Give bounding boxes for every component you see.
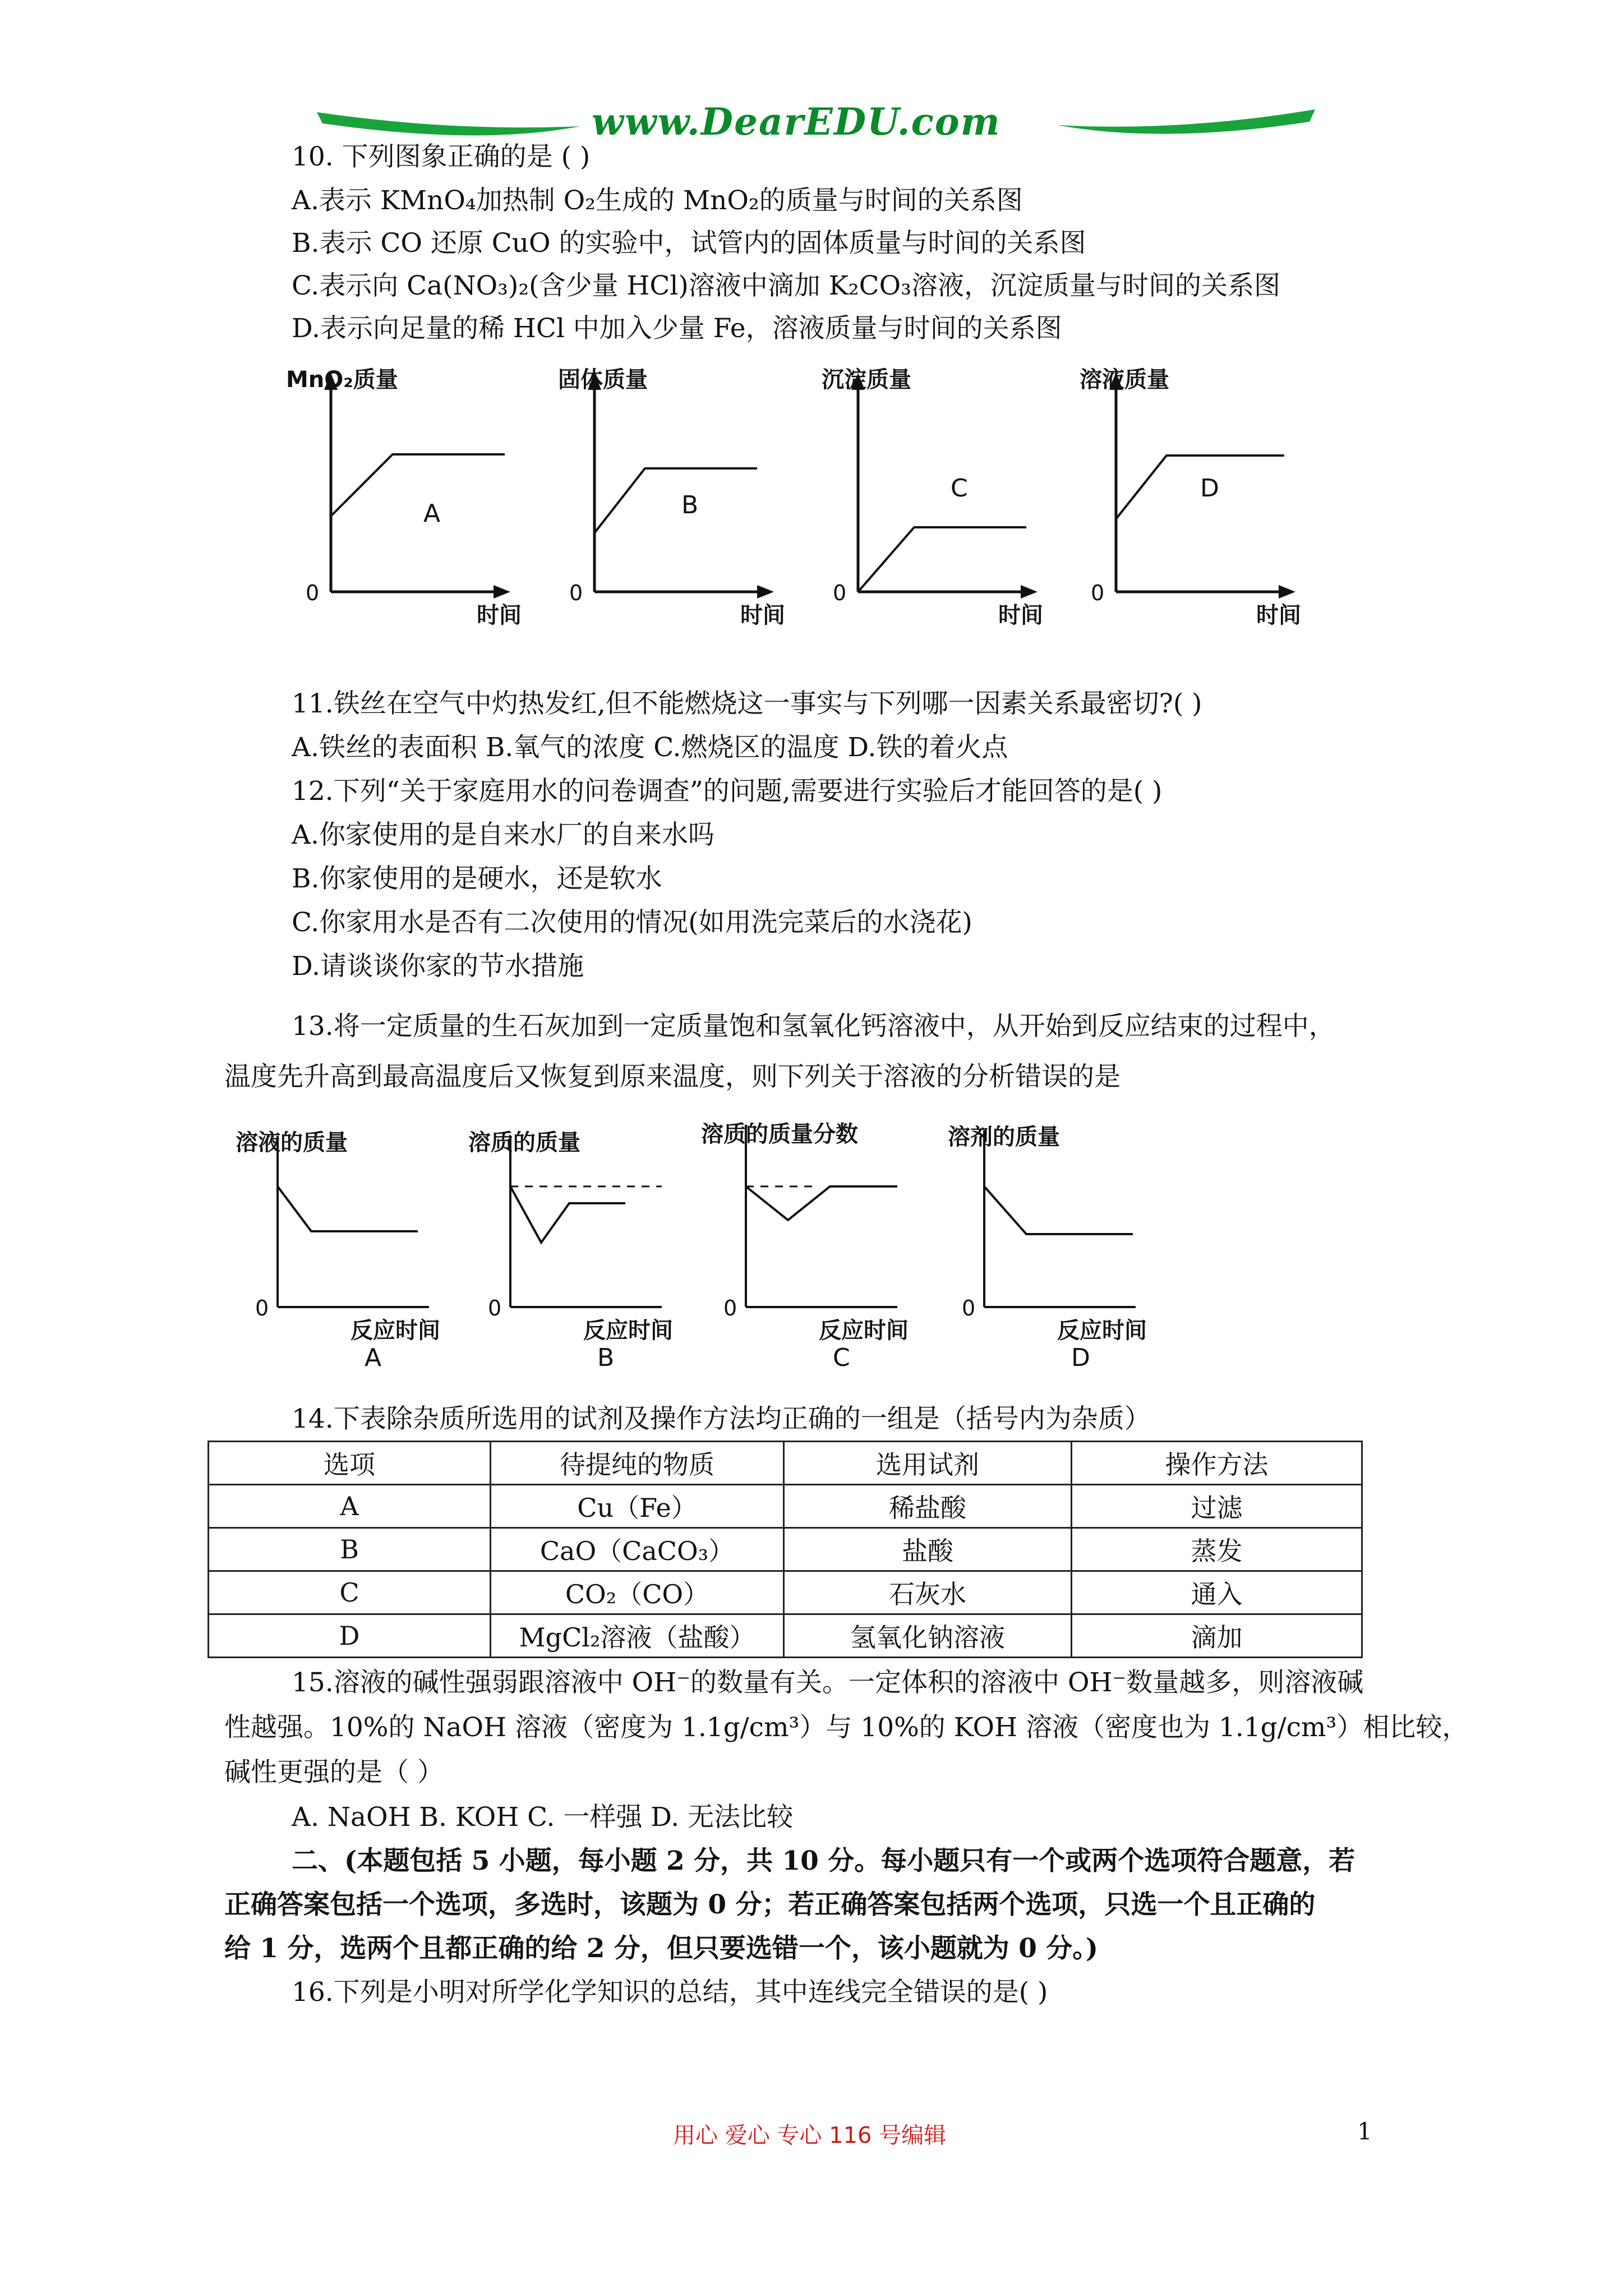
- q13-graph-c: [701, 1121, 909, 1372]
- q15-line3: 碱性更强的是（ ）: [224, 1757, 444, 1788]
- q13-line2: 温度先升高到最高温度后又恢复到原来温度，则下列关于溶液的分析错误的是: [224, 1061, 1121, 1092]
- q15-line2: 性越强。10%的 NaOH 溶液（密度为 1.1g/cm³）与 10%的 KOH 溶液（密度也为 1.1g/cm³）相比较，: [224, 1712, 1469, 1743]
- q13-graph-a-xlabel: 反应时间: [351, 1318, 440, 1343]
- q13-graph-b-letter: B: [597, 1343, 615, 1372]
- section2-line3: 给 1 分，选两个且都正确的给 2 分，但只要选错一个，该小题就为 0 分。): [224, 1933, 1099, 1964]
- page-number: 1: [1357, 2118, 1372, 2145]
- q13-graph-c-ylabel: 溶质的质量分数: [701, 1121, 858, 1147]
- q14-table: [208, 1441, 1363, 1658]
- q10-graph-b: [558, 367, 785, 628]
- q12-option-a: A.你家使用的是自来水厂的自来水吗: [292, 820, 714, 850]
- q16-stem: 16.下列是小明对所学化学知识的总结，其中连线完全错误的是( ): [292, 1977, 1048, 2008]
- q12-option-d: D.请谈谈你家的节水措施: [292, 951, 584, 982]
- q10-graph-b-origin: 0: [569, 581, 583, 605]
- q13-graph-d-letter: D: [1071, 1343, 1090, 1372]
- q10-graph-c-ylabel: 沉淀质量: [822, 367, 911, 393]
- table-header-row: [209, 1442, 1362, 1485]
- q13-graph-b-xlabel: 反应时间: [583, 1318, 673, 1343]
- q10-graph-c-letter: C: [951, 474, 968, 503]
- q11-options: A.铁丝的表面积 B.氧气的浓度 C.燃烧区的温度 D.铁的着火点: [292, 732, 1008, 763]
- q15-options: A. NaOH B. KOH C. 一样强 D. 无法比较: [292, 1802, 794, 1833]
- brand-logo[interactable]: www.DearEDU.com: [592, 100, 1001, 144]
- q13-line1: 13.将一定质量的生石灰加到一定质量饱和氢氧化钙溶液中，从开始到反应结束的过程中，: [292, 1011, 1335, 1042]
- q13-graph-d-ylabel: 溶剂的质量: [948, 1124, 1060, 1150]
- q10-option-a: A.表示 KMnO₄加热制 O₂生成的 MnO₂的质量与时间的关系图: [292, 185, 1023, 216]
- table-row: [209, 1485, 1362, 1528]
- table-header: 操作方法: [1072, 1442, 1362, 1485]
- q13-graph-a-origin: 0: [255, 1296, 269, 1320]
- q10-graph-d-letter: D: [1200, 474, 1219, 503]
- table-header: 选用试剂: [784, 1442, 1072, 1485]
- q13-graph-c-origin: 0: [723, 1296, 737, 1320]
- q10-graph-b-xlabel: 时间: [740, 602, 785, 628]
- q10-option-c: C.表示向 Ca(NO₃)₂(含少量 HCl)溶液中滴加 K₂CO₃溶液，沉淀质量与时间的关系图: [292, 270, 1280, 301]
- table-cell: CO₂（CO）: [491, 1571, 784, 1614]
- q13-graph-a-ylabel: 溶液的质量: [236, 1130, 348, 1156]
- q13-graph-a: [236, 1130, 440, 1372]
- q10-graph-d-ylabel: 溶液质量: [1080, 367, 1169, 393]
- section2-line1: 二、(本题包括 5 小题，每小题 2 分，共 10 分。每小题只有一个或两个选项符合题意，若: [292, 1846, 1355, 1876]
- q10-graphs: [264, 367, 1385, 631]
- q13-graphs: [224, 1121, 1402, 1391]
- table-cell: 石灰水: [784, 1571, 1072, 1614]
- table-cell: C: [209, 1571, 491, 1614]
- table-row: [209, 1614, 1362, 1658]
- q12-stem: 12.下列“关于家庭用水的问卷调查”的问题,需要进行实验后才能回答的是( ): [292, 776, 1163, 807]
- q13-graph-b-origin: 0: [488, 1296, 502, 1320]
- q12-option-c: C.你家用水是否有二次使用的情况(如用洗完菜后的水浇花): [292, 907, 972, 938]
- table-cell: A: [209, 1485, 491, 1528]
- q10-graph-a-xlabel: 时间: [477, 602, 522, 628]
- table-header: 待提纯的物质: [491, 1442, 784, 1485]
- table-cell: Cu（Fe）: [491, 1485, 784, 1528]
- q10-graph-c-origin: 0: [833, 581, 847, 605]
- table-cell: 氢氧化钠溶液: [784, 1614, 1072, 1658]
- table-cell: CaO（CaCO₃）: [491, 1528, 784, 1571]
- q12-option-b: B.你家使用的是硬水，还是软水: [292, 863, 662, 894]
- table-cell: 通入: [1072, 1571, 1362, 1614]
- q10-graph-b-letter: B: [681, 491, 699, 519]
- table-cell: 过滤: [1072, 1485, 1362, 1528]
- q10-graph-d-origin: 0: [1091, 581, 1105, 605]
- q11-stem: 11.铁丝在空气中灼热发红,但不能燃烧这一事实与下列哪一因素关系最密切?( ): [292, 688, 1202, 719]
- q13-graph-c-letter: C: [833, 1343, 850, 1372]
- q10-graph-a-origin: 0: [306, 581, 320, 605]
- section2-line2: 正确答案包括一个选项，多选时，该题为 0 分；若正确答案包括两个选项，只选一个且正确的: [224, 1889, 1316, 1920]
- table-cell: 稀盐酸: [784, 1485, 1072, 1528]
- q13-graph-b: [468, 1130, 673, 1372]
- footer-text: 用心 爱心 专心 116 号编辑: [673, 2123, 947, 2148]
- q13-graph-b-ylabel: 溶质的质量: [468, 1130, 580, 1156]
- table-cell: D: [209, 1614, 491, 1658]
- q13-graph-d: [948, 1124, 1147, 1372]
- q15-line1: 15.溶液的碱性强弱跟溶液中 OH⁻的数量有关。一定体积的溶液中 OH⁻数量越多，则溶液碱: [292, 1667, 1364, 1698]
- q10-option-b: B.表示 CO 还原 CuO 的实验中，试管内的固体质量与时间的关系图: [292, 228, 1086, 259]
- table-cell: 滴加: [1072, 1614, 1362, 1658]
- q10-graph-c: [822, 367, 1043, 628]
- table-cell: 蒸发: [1072, 1528, 1362, 1571]
- q10-graph-c-xlabel: 时间: [998, 602, 1043, 628]
- q10-option-d: D.表示向足量的稀 HCl 中加入少量 Fe，溶液质量与时间的关系图: [292, 313, 1062, 344]
- q14-stem: 14.下表除杂质所选用的试剂及操作方法均正确的一组是（括号内为杂质）: [292, 1404, 1151, 1434]
- q10-graph-d-xlabel: 时间: [1256, 602, 1301, 628]
- table-row: [209, 1528, 1362, 1571]
- table-cell: MgCl₂溶液（盐酸）: [491, 1614, 784, 1658]
- table-row: [209, 1571, 1362, 1614]
- q10-graph-a: [286, 367, 522, 628]
- table-header: 选项: [209, 1442, 491, 1485]
- q10-graph-b-ylabel: 固体质量: [558, 367, 648, 393]
- q10-graph-a-letter: A: [423, 499, 441, 528]
- q13-graph-a-letter: A: [365, 1343, 382, 1372]
- q10-graph-a-ylabel: MnO₂质量: [286, 367, 398, 393]
- q13-graph-c-xlabel: 反应时间: [819, 1318, 909, 1343]
- q13-graph-d-xlabel: 反应时间: [1057, 1318, 1147, 1343]
- q10-stem: 10. 下列图象正确的是 ( ): [292, 141, 591, 172]
- q10-graph-d: [1080, 367, 1301, 628]
- q13-graph-d-origin: 0: [962, 1296, 976, 1320]
- table-cell: 盐酸: [784, 1528, 1072, 1571]
- table-cell: B: [209, 1528, 491, 1571]
